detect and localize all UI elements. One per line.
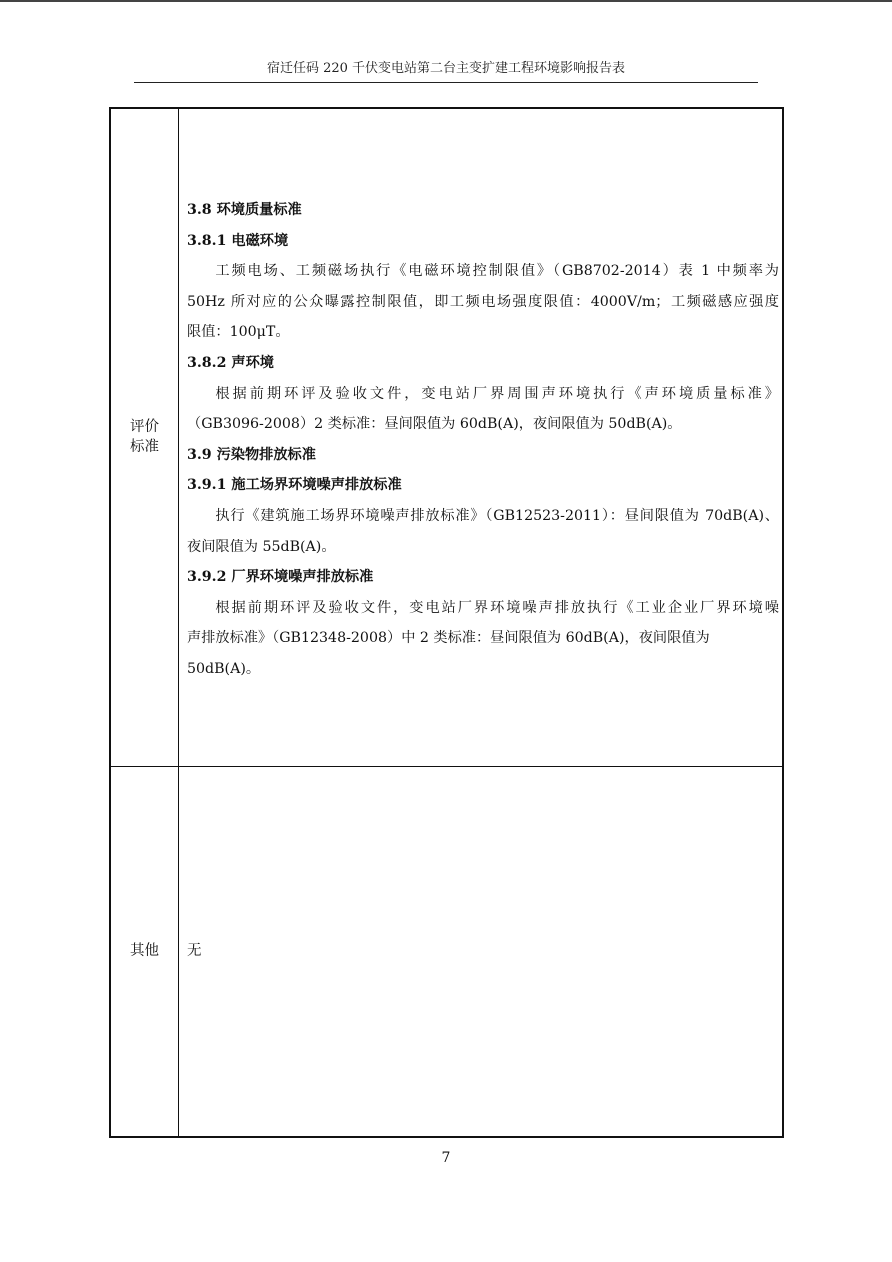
page-top-rule [0, 0, 892, 2]
row-label-line: 评价 [130, 419, 159, 435]
paragraph-line: 根据前期环评及验收文件，变电站厂界环境噪声排放执行《工业企业厂界环境噪 [215, 599, 779, 616]
section-heading-3-9-1: 3.9.1 施工场界环境噪声排放标准 [187, 477, 402, 494]
section-heading-3-9-2: 3.9.2 厂界环境噪声排放标准 [187, 569, 374, 586]
section-heading-3-8: 3.8 环境质量标准 [187, 202, 302, 218]
evaluation-standards-content [187, 195, 779, 685]
other-content: 无 [187, 943, 202, 959]
row-label-evaluation-standards [111, 417, 178, 457]
page-number: 7 [441, 1150, 451, 1166]
section-heading-3-9: 3.9 污染物排放标准 [187, 446, 316, 463]
paragraph-line: 夜间限值为 55dB(A)。 [187, 538, 336, 555]
page-header: 宿迁任码 220 千伏变电站第二台主变扩建工程环境影响报告表 [266, 61, 626, 76]
section-heading-3-8-1: 3.8.1 电磁环境 [187, 232, 289, 249]
row-label-other: 其他 [130, 943, 159, 959]
report-form-table [109, 107, 784, 1138]
paragraph-line: 执行《建筑施工场界环境噪声排放标准》（GB12523-2011）：昼间限值为 70dB(A)、 [215, 507, 779, 524]
paragraph-line: 根据前期环评及验收文件，变电站厂界周围声环境执行《声环境质量标准》 [215, 385, 779, 402]
paragraph-line: 工频电场、工频磁场执行《电磁环境控制限值》（GB8702-2014）表 1 中频率为 [215, 263, 779, 280]
header-rule [134, 82, 758, 83]
row-label-line: 标准 [130, 439, 159, 455]
paragraph-line: 50Hz 所对应的公众曝露控制限值，即工频电场强度限值：4000V/m；工频磁感应强度 [187, 293, 779, 310]
paragraph-line: （GB3096-2008）2 类标准：昼间限值为 60dB(A)，夜间限值为 50dB(A)。 [187, 416, 682, 433]
paragraph-line: 限值：100μT。 [187, 324, 290, 341]
section-heading-3-8-2: 3.8.2 声环境 [187, 354, 274, 371]
row-divider [111, 766, 782, 767]
paragraph-line: 声排放标准》（GB12348-2008）中 2 类标准：昼间限值为 60dB(A)，夜间限值为 50dB(A)。 [187, 630, 710, 677]
column-divider [178, 109, 179, 1136]
